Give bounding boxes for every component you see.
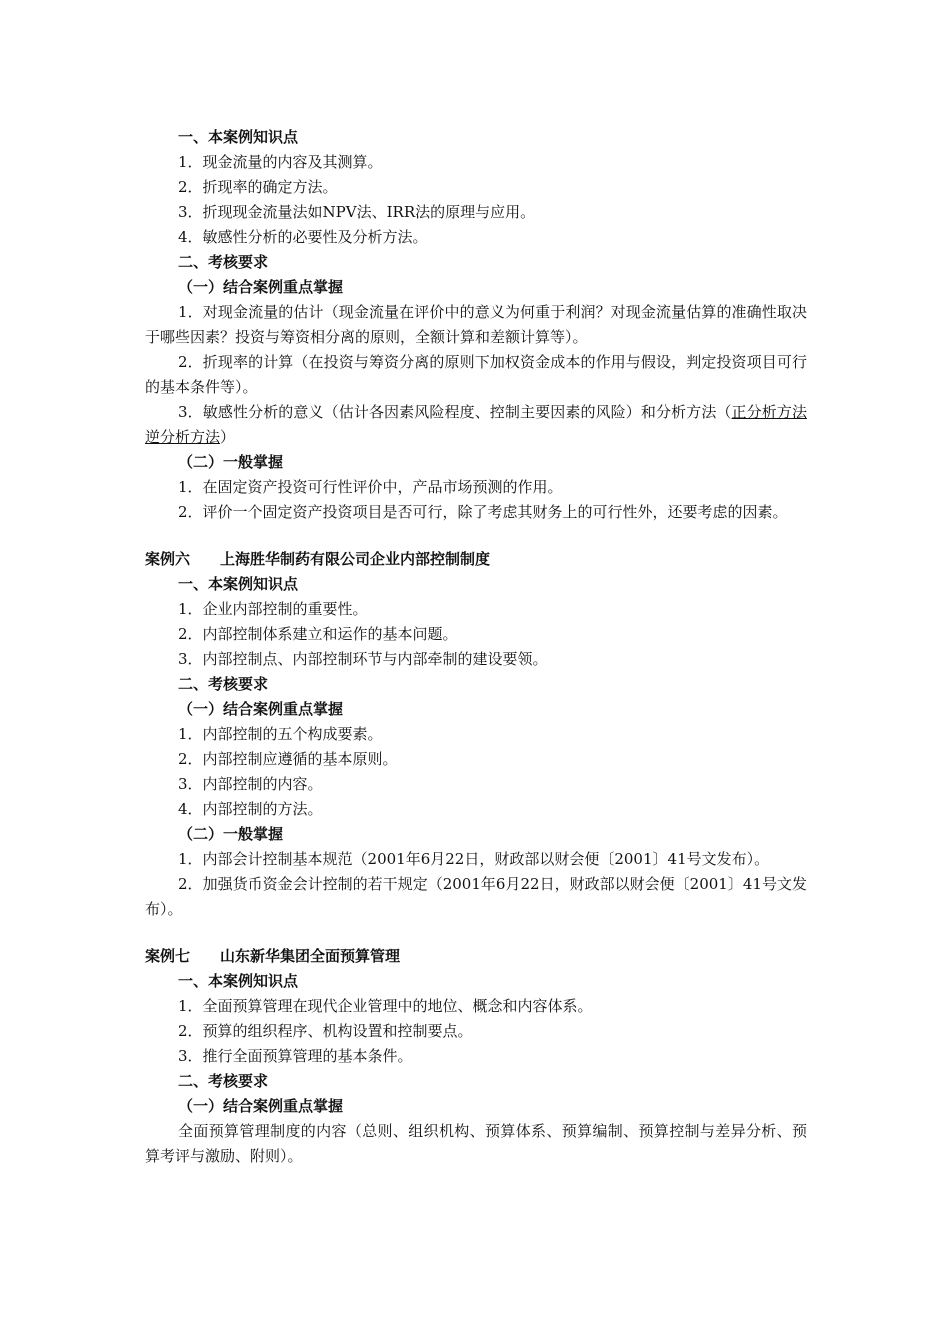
knowledge-item: 3．内部控制点、内部控制环节与内部牵制的建设要领。: [178, 650, 548, 668]
heading-key-mastery: （一）结合案例重点掌握: [178, 700, 344, 718]
requirement-item: [145, 400, 807, 450]
heading-knowledge-points: 一、本案例知识点: [178, 575, 299, 593]
general-item: 2．评价一个固定资产投资项目是否可行，除了考虑其财务上的可行性外，还要考虑的因素。: [178, 503, 788, 521]
document-page: [145, 125, 807, 1169]
heading-requirements: 二、考核要求: [178, 675, 269, 693]
general-item: 2．加强货币资金会计控制的若干规定（2001年6月22日，财政部以财会便〔2001〕41号文发布）。: [145, 875, 807, 918]
requirement-item: 1．内部控制的五个构成要素。: [178, 725, 383, 743]
general-item: 1．内部会计控制基本规范（2001年6月22日，财政部以财会便〔2001〕41号文发布）。: [178, 850, 770, 868]
knowledge-item: 3．推行全面预算管理的基本条件。: [178, 1047, 413, 1065]
heading-general-mastery: （二）一般掌握: [178, 453, 284, 471]
underlined-text: 正分析方法逆分析方法: [145, 403, 807, 446]
requirement-text-end: ）: [220, 428, 236, 446]
requirement-item: 1．对现金流量的估计（现金流量在评价中的意义为何重于利润？对现金流量估算的准确性取决于哪些因素？投资与筹资相分离的原则，全额计算和差额计算等）。: [145, 303, 807, 346]
knowledge-item: 3．折现现金流量法如NPV法、IRR法的原理与应用。: [178, 203, 536, 221]
requirement-item: 4．内部控制的方法。: [178, 800, 323, 818]
case-title: 案例七 山东新华集团全面预算管理: [145, 947, 401, 965]
knowledge-item: 1．全面预算管理在现代企业管理中的地位、概念和内容体系。: [178, 997, 593, 1015]
heading-requirements: 二、考核要求: [178, 1072, 269, 1090]
requirement-item: 全面预算管理制度的内容（总则、组织机构、预算体系、预算编制、预算控制与差异分析、预算考评与激励、附则）。: [145, 1122, 807, 1165]
knowledge-item: 4．敏感性分析的必要性及分析方法。: [178, 228, 428, 246]
heading-general-mastery: （二）一般掌握: [178, 825, 284, 843]
general-item: 1．在固定资产投资可行性评价中，产品市场预测的作用。: [178, 478, 563, 496]
knowledge-item: 2．预算的组织程序、机构设置和控制要点。: [178, 1022, 473, 1040]
heading-key-mastery: （一）结合案例重点掌握: [178, 1097, 344, 1115]
knowledge-item: 2．内部控制体系建立和运作的基本问题。: [178, 625, 458, 643]
knowledge-item: 2．折现率的确定方法。: [178, 178, 338, 196]
knowledge-item: 1．企业内部控制的重要性。: [178, 600, 368, 618]
requirement-item: 2．内部控制应遵循的基本原则。: [178, 750, 398, 768]
requirement-item: 3．内部控制的内容。: [178, 775, 323, 793]
heading-requirements: 二、考核要求: [178, 253, 269, 271]
knowledge-item: 1．现金流量的内容及其测算。: [178, 153, 383, 171]
heading-knowledge-points: 一、本案例知识点: [178, 128, 299, 146]
requirement-item: 2．折现率的计算（在投资与筹资分离的原则下加权资金成本的作用与假设，判定投资项目可行的基本条件等）。: [145, 353, 807, 396]
heading-key-mastery: （一）结合案例重点掌握: [178, 278, 344, 296]
heading-knowledge-points: 一、本案例知识点: [178, 972, 299, 990]
requirement-text: 3．敏感性分析的意义（估计各因素风险程度、控制主要因素的风险）和分析方法（: [178, 403, 732, 421]
case-title: 案例六 上海胜华制药有限公司企业内部控制制度: [145, 550, 491, 568]
